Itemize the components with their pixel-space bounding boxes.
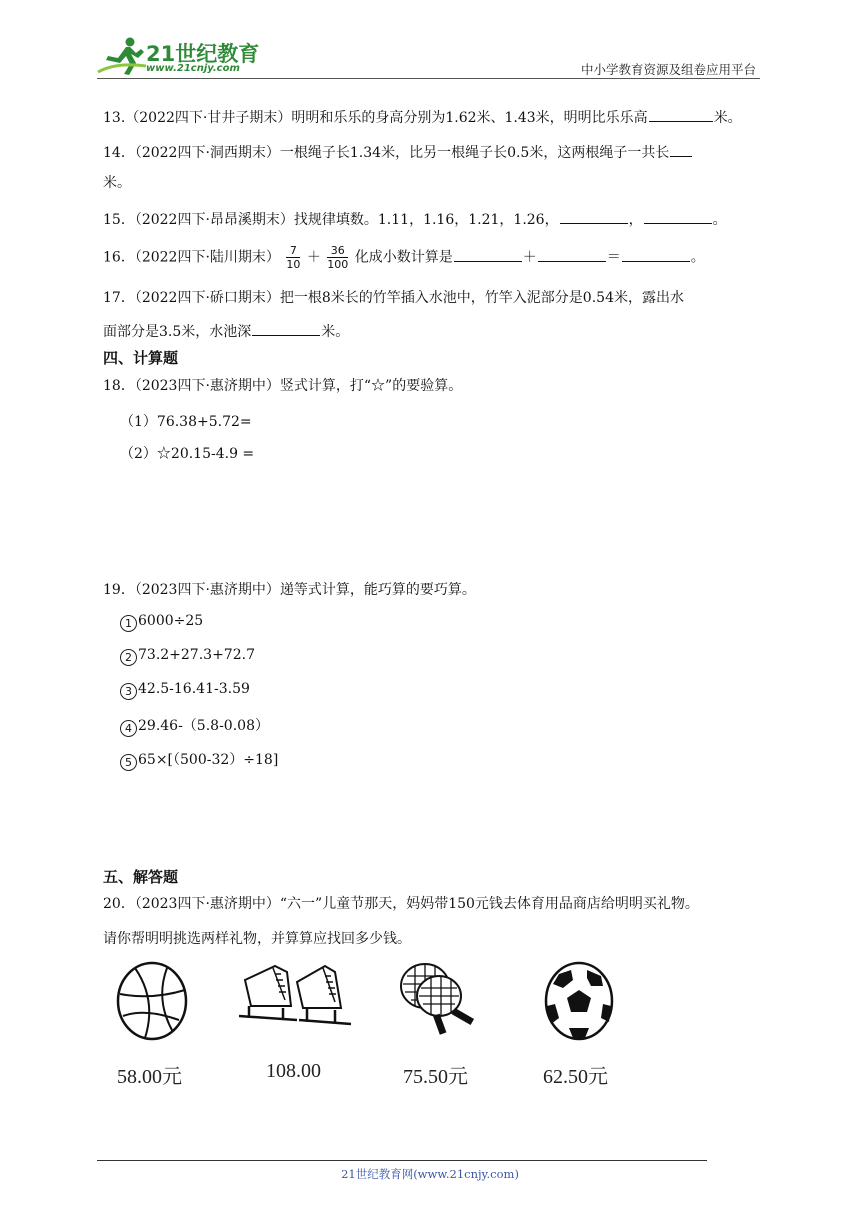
fraction-1: $\frac{7}{10}$ — [286, 244, 301, 271]
footer-divider — [97, 1160, 707, 1161]
question-20: 20．（2023四下·惠济期中）“六一”儿童节那天，妈妈带150元钱去体育用品商店给明明买礼物。 — [103, 896, 699, 912]
question-17: 17．（2022四下·硚口期末）把一根8米长的竹竿插入水池中，竹竿入泥部分是0.54米，露出水 — [103, 290, 684, 306]
logo-text: 21世纪教育 — [146, 42, 260, 66]
answer-blank[interactable] — [622, 246, 690, 262]
answer-blank[interactable] — [670, 141, 692, 157]
q18-item-1: （1）76.38+5.72= — [120, 414, 252, 430]
section-title: 四、计算题 — [103, 349, 179, 367]
q19-item-5: 5 65×[（500-32）÷18] — [120, 749, 278, 771]
answer-blank[interactable] — [560, 208, 628, 224]
q19-item-3: 3 42.5-16.41-3.59 — [120, 681, 250, 700]
answer-blank[interactable] — [454, 246, 522, 262]
q18-item-2: （2）☆20.15-4.9 = — [120, 446, 255, 462]
price-basketball: 58.00元 — [117, 1066, 182, 1088]
footer-text[interactable]: 21世纪教育网(www.21cnjy.com) — [341, 1167, 519, 1181]
answer-blank[interactable] — [649, 106, 713, 122]
ice-skates-icon — [235, 958, 355, 1033]
question-17-cont: 面部分是3.5米，水池深 米。 — [103, 320, 349, 342]
ping-pong-paddles-icon — [395, 958, 480, 1038]
question-14-cont: 米。 — [103, 175, 131, 191]
q19-item-1: 1 6000÷25 — [120, 613, 203, 632]
fraction-2: $\frac{36}{100}$ — [327, 244, 349, 271]
logo-url: www.21cnjy.com — [146, 63, 240, 74]
q19-item-2: 2 73.2+27.3+72.7 — [120, 647, 255, 666]
question-15: 15．（2022四下·昂昂溪期末）找规律填数。1.11，1.16，1.21，1.26， ， 。 — [103, 208, 727, 230]
price-soccer-ball: 62.50元 — [543, 1066, 608, 1088]
soccer-ball-icon — [543, 960, 615, 1042]
price-ice-skates: 108.00 — [266, 1060, 321, 1082]
basketball-icon — [115, 960, 190, 1042]
question-19: 19．（2023四下·惠济期中）递等式计算，能巧算的要巧算。 — [103, 582, 476, 598]
answer-blank[interactable] — [252, 320, 320, 336]
question-13: 13.（2022四下·甘井子期末）明明和乐乐的身高分别为1.62米、1.43米，明明比乐乐高 米。 — [103, 106, 742, 128]
answer-blank[interactable] — [644, 208, 712, 224]
question-16: 16．（2022四下·陆川期末） $\frac{7}{10}$ ＋ $\frac{36}{100}$ 化成小数计算是 ＋ ＝ 。 — [103, 244, 705, 271]
question-18: 18．（2023四下·惠济期中）竖式计算，打“☆”的要验算。 — [103, 378, 463, 394]
q19-item-4: 4 29.46-（5.8-0.08） — [120, 715, 269, 737]
section-title: 五、解答题 — [103, 868, 179, 886]
platform-name: 中小学教育资源及组卷应用平台 — [580, 62, 756, 77]
question-14: 14．（2022四下·洞西期末）一根绳子长1.34米，比另一根绳子长0.5米，这两根绳子一共长 — [103, 141, 693, 163]
runner-logo-icon — [96, 36, 152, 76]
price-ping-pong: 75.50元 — [403, 1066, 468, 1088]
header-divider — [97, 78, 760, 79]
question-20-cont: 请你帮明明挑选两样礼物，并算算应找回多少钱。 — [103, 931, 411, 947]
answer-blank[interactable] — [538, 246, 606, 262]
